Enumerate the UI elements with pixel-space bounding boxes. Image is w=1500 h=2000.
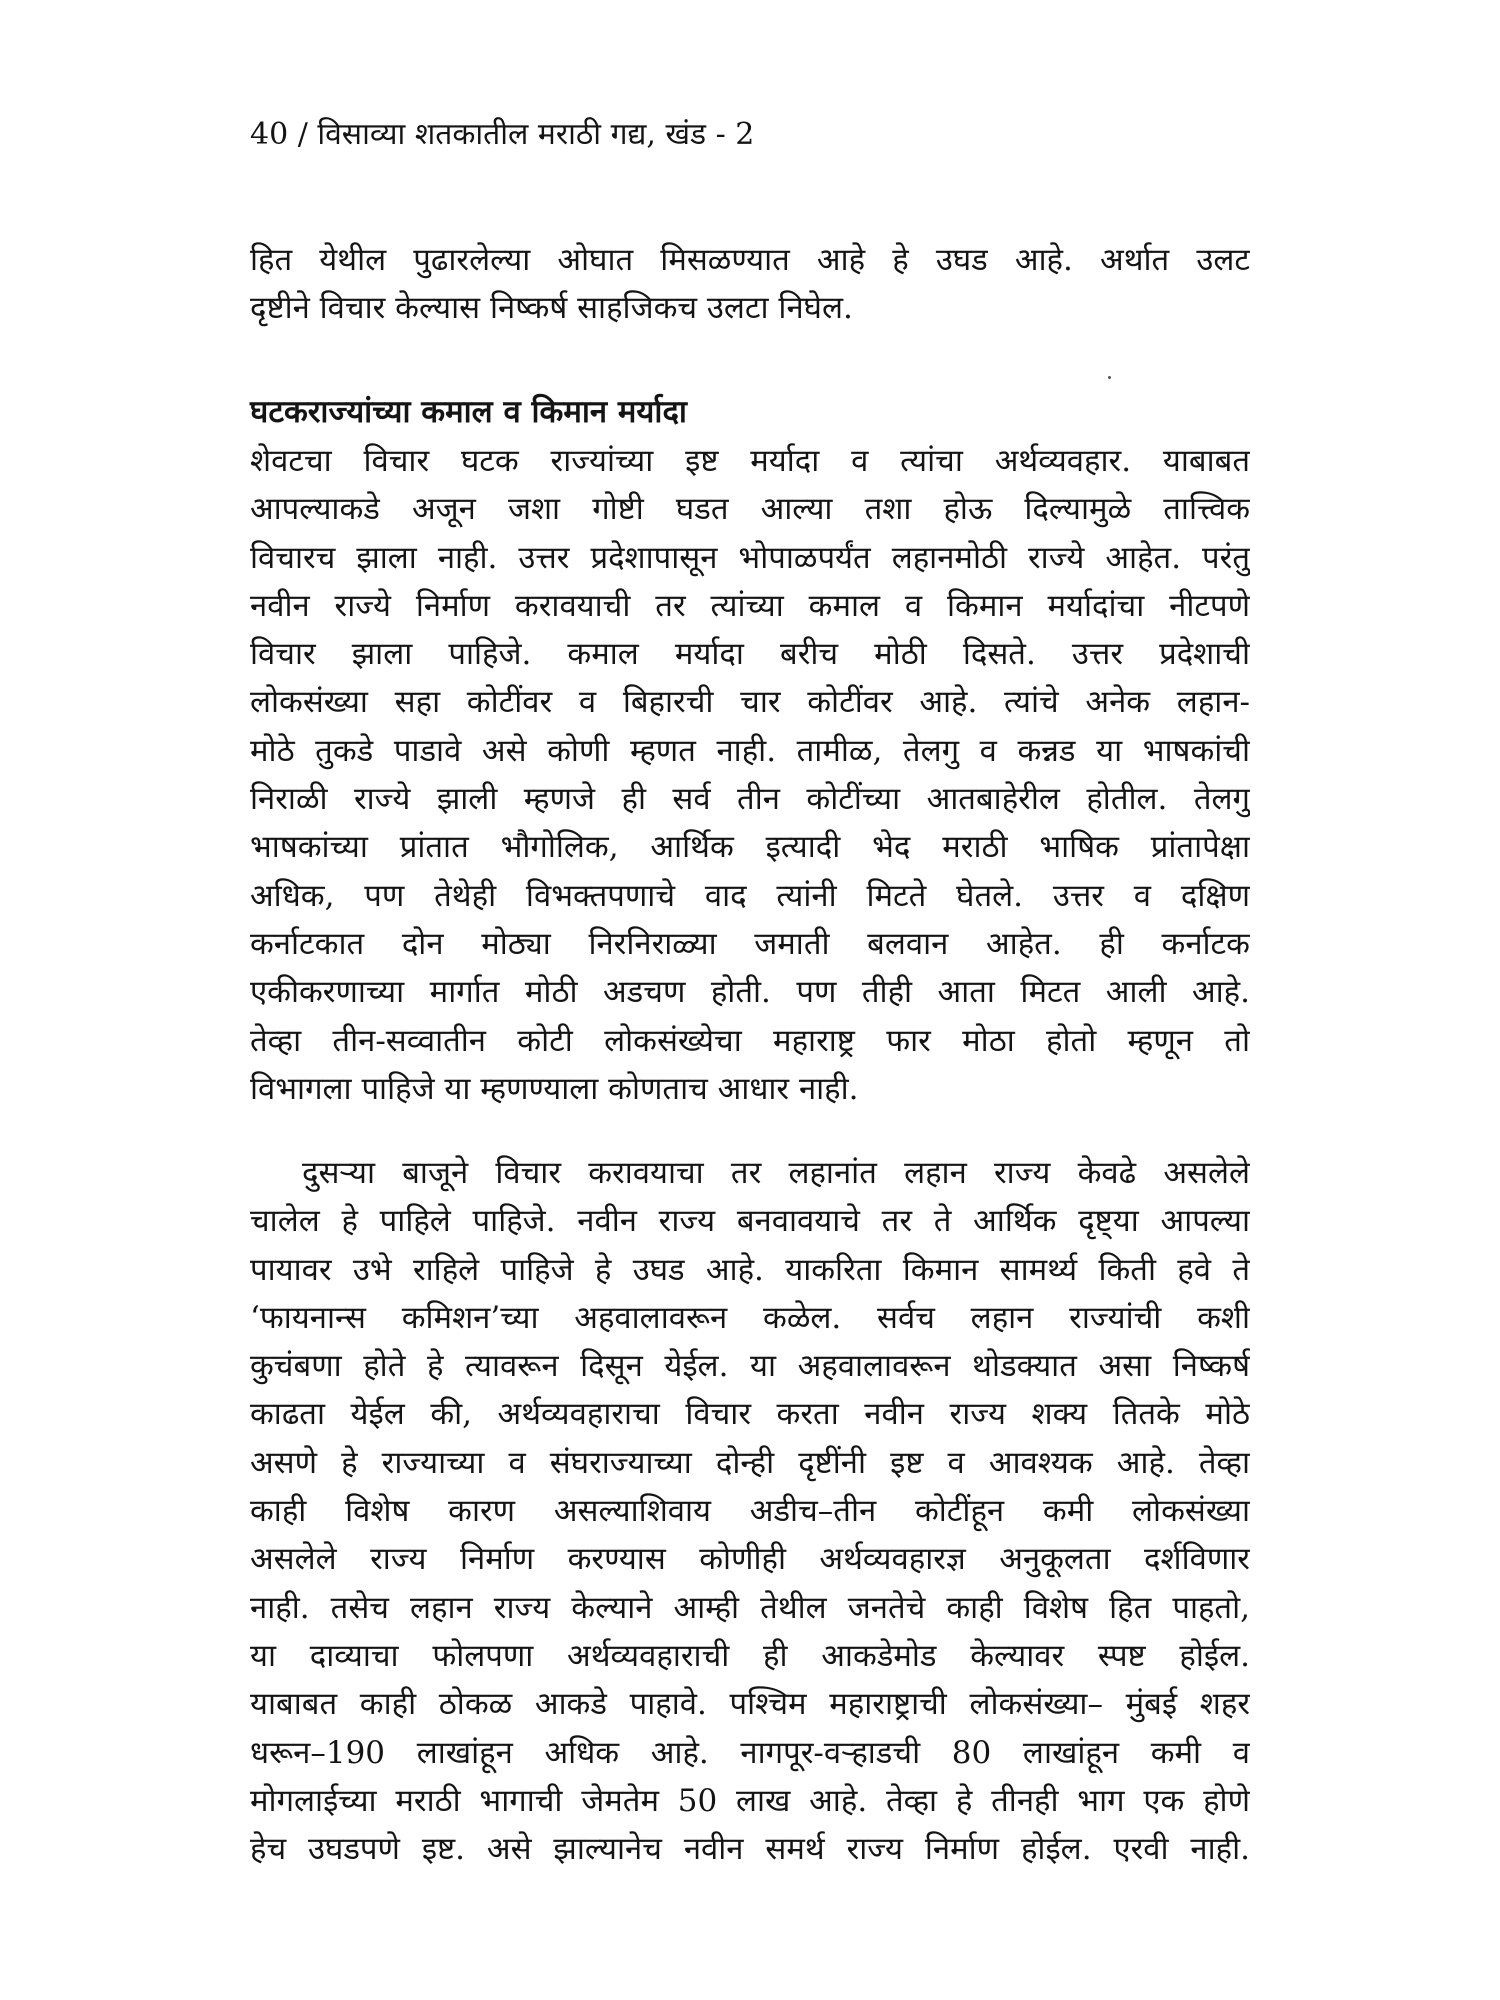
text-line: अधिक, पण तेथेही विभक्तपणाचे वाद त्यांनी मिटते घेतले. उत्तर व दक्षिण — [250, 877, 1250, 914]
text-line: विचार झाला पाहिजे. कमाल मर्यादा बरीच मोठी दिसते. उत्तर प्रदेशाची — [250, 636, 1250, 673]
text-line: पायावर उभे राहिले पाहिजे हे उघड आहे. याकरिता किमान सामर्थ्य किती हवे ते — [250, 1251, 1250, 1288]
scan-speck — [1108, 376, 1111, 379]
running-header: 40 / विसाव्या शतकातील मराठी गद्य, खंड - 2 — [250, 117, 755, 152]
paragraph-1 — [250, 437, 1250, 1113]
text-line: शेवटचा विचार घटक राज्यांच्या इष्ट मर्यादा व त्यांचा अर्थव्यवहार. याबाबत — [250, 443, 1250, 479]
text-line: भाषकांच्या प्रांतात भौगोलिक, आर्थिक इत्यादी भेद मराठी भाषिक प्रांतापेक्षा — [250, 829, 1250, 866]
text-line: तेव्हा तीन-सव्वातीन कोटी लोकसंख्येचा महाराष्ट्र फार मोठा होतो म्हणून तो — [250, 1022, 1250, 1059]
text-line: धरून–190 लाखांहून अधिक आहे. नागपूर-वऱ्हाडची 80 लाखांहून कमी व — [250, 1734, 1250, 1771]
paragraph-2 — [250, 1149, 1250, 1873]
text-line: नवीन राज्ये निर्माण करावयाची तर त्यांच्या कमाल व किमान मर्यादांचा नीटपणे — [250, 587, 1250, 624]
text-line: कर्नाटकात दोन मोठ्या निरनिराळ्या जमाती बलवान आहेत. ही कर्नाटक — [250, 925, 1250, 962]
text-line: मोगलाईच्या मराठी भागाची जेमतेम 50 लाख आहे. तेव्हा हे तीनही भाग एक होणे — [250, 1782, 1250, 1819]
text-line: काढता येईल की, अर्थव्यवहाराचा विचार करता नवीन राज्य शक्य तितके मोठे — [250, 1396, 1250, 1433]
section-heading: घटकराज्यांच्या कमाल व किमान मर्यादा — [250, 394, 687, 430]
text-line: या दाव्याचा फोलपणा अर्थव्यवहाराची ही आकडेमोड केल्यावर स्पष्ट होईल. — [250, 1637, 1250, 1674]
text-line: हित येथील पुढारलेल्या ओघात मिसळण्यात आहे हे उघड आहे. अर्थात उलट — [250, 242, 1250, 278]
text-line: असलेले राज्य निर्माण करण्यास कोणीही अर्थव्यवहारज्ञ अनुकूलता दर्शविणार — [250, 1541, 1250, 1578]
continuation-paragraph — [250, 236, 1250, 333]
text-line: हेच उघडपणे इष्ट. असे झाल्यानेच नवीन समर्थ राज्य निर्माण होईल. एरवी नाही. — [250, 1831, 1250, 1868]
text-line: आपल्याकडे अजून जशा गोष्टी घडत आल्या तशा होऊ दिल्यामुळे तात्त्विक — [250, 491, 1250, 528]
text-line: असणे हे राज्याच्या व संघराज्याच्या दोन्ही दृष्टींनी इष्ट व आवश्यक आहे. तेव्हा — [250, 1444, 1250, 1481]
text-line: कुचंबणा होते हे त्यावरून दिसून येईल. या अहवालावरून थोडक्यात असा निष्कर्ष — [250, 1348, 1250, 1385]
text-line: दृष्टीने विचार केल्यास निष्कर्ष साहजिकच उलटा निघेल. — [250, 290, 853, 327]
text-line: विभागला पाहिजे या म्हणण्याला कोणताच आधार नाही. — [250, 1070, 859, 1107]
text-line: नाही. तसेच लहान राज्य केल्याने आम्ही तेथील जनतेचे काही विशेष हित पाहतो, — [250, 1589, 1250, 1626]
text-line: मोठे तुकडे पाडावे असे कोणी म्हणत नाही. तामीळ, तेलगु व कन्नड या भाषकांची — [250, 732, 1250, 769]
text-line: लोकसंख्या सहा कोटींवर व बिहारची चार कोटींवर आहे. त्यांचे अनेक लहान- — [250, 684, 1250, 721]
text-line: चालेल हे पाहिले पाहिजे. नवीन राज्य बनवावयाचे तर ते आर्थिक दृष्ट्या आपल्या — [250, 1203, 1250, 1240]
text-line: याबाबत काही ठोकळ आकडे पाहावे. पश्चिम महाराष्ट्राची लोकसंख्या– मुंबई शहर — [250, 1686, 1250, 1723]
text-line: ‘फायनान्स कमिशन’च्या अहवालावरून कळेल. सर्वच लहान राज्यांची कशी — [250, 1299, 1250, 1336]
text-line: एकीकरणाच्या मार्गात मोठी अडचण होती. पण तीही आता मिटत आली आहे. — [250, 974, 1250, 1011]
text-line: दुसऱ्या बाजूने विचार करावयाचा तर लहानांत लहान राज्य केवढे असलेले — [302, 1155, 1250, 1191]
text-line: विचारच झाला नाही. उत्तर प्रदेशापासून भोपाळपर्यंत लहानमोठी राज्ये आहेत. परंतु — [250, 539, 1250, 576]
text-line: निराळी राज्ये झाली म्हणजे ही सर्व तीन कोटींच्या आतबाहेरील होतील. तेलगु — [250, 781, 1250, 818]
text-line: काही विशेष कारण असल्याशिवाय अडीच–तीन कोटींहून कमी लोकसंख्या — [250, 1493, 1250, 1530]
